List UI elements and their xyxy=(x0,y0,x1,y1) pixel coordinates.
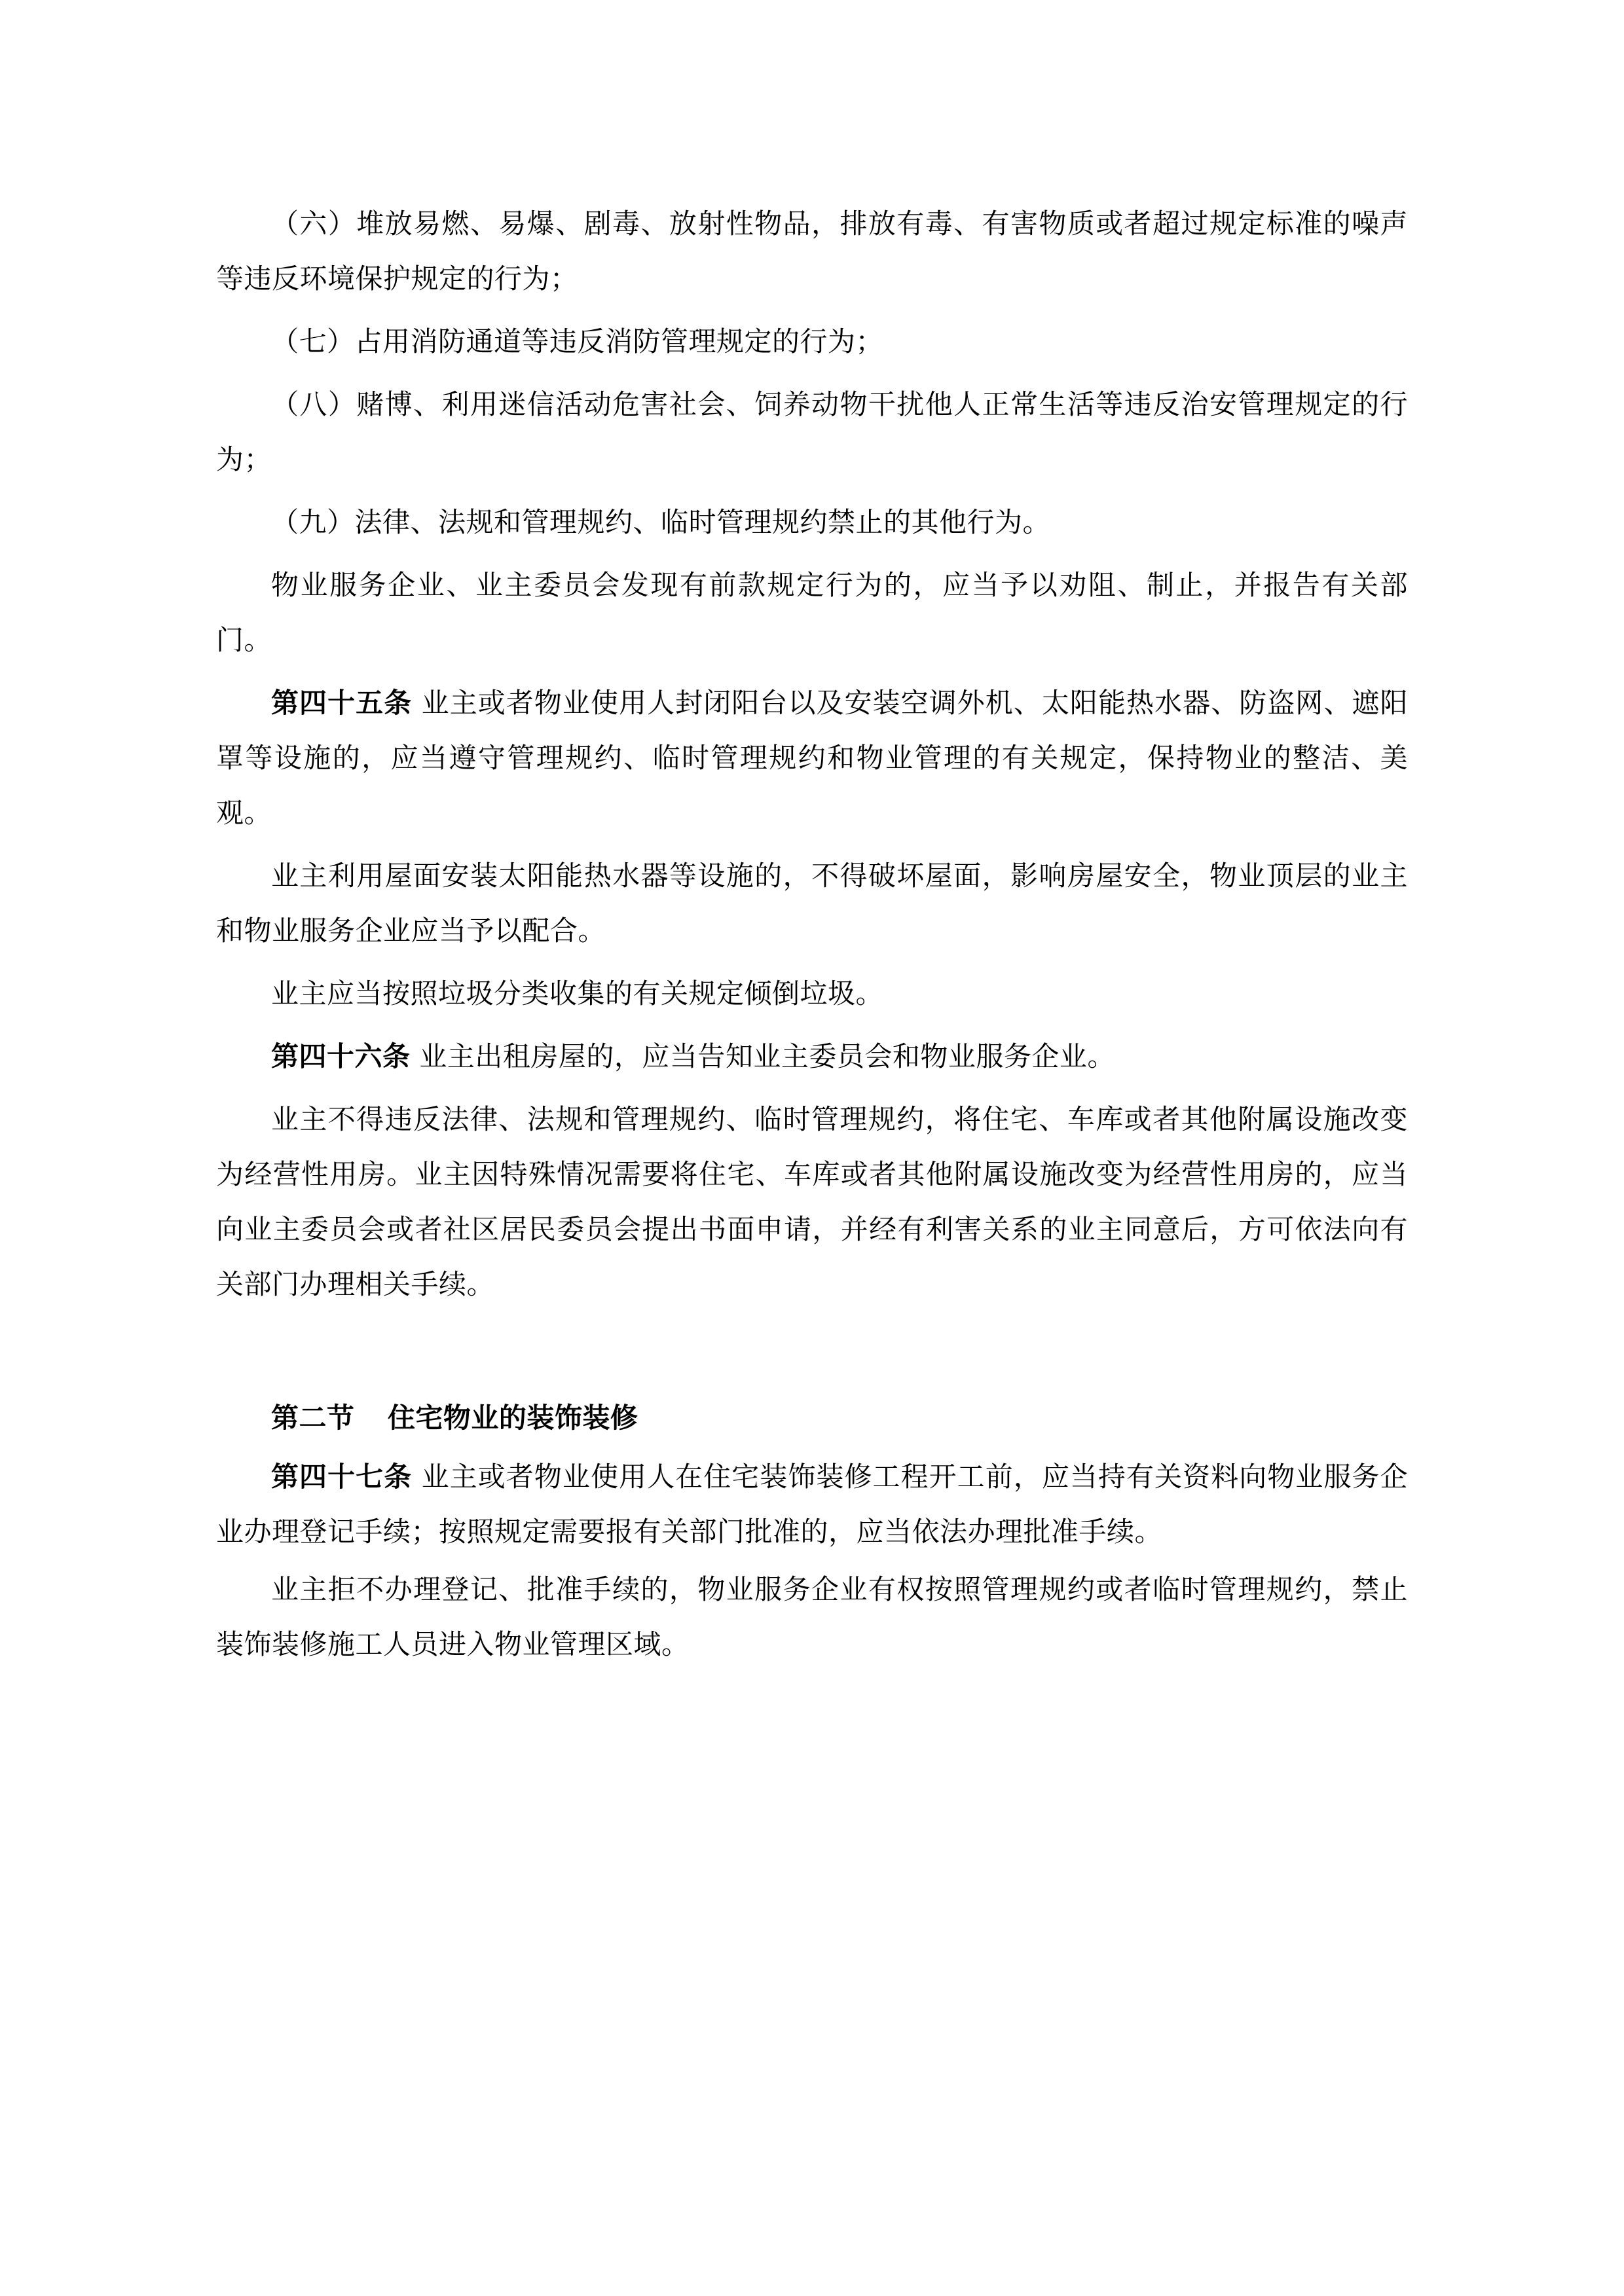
section-heading-number: 第二节 xyxy=(271,1402,355,1434)
section-heading xyxy=(216,1391,1408,1446)
article-45-sub-1: 业主利用屋面安装太阳能热水器等设施的，不得破坏屋面，影响房屋安全，物业顶层的业主和物业服务企业应当予以配合。 xyxy=(216,860,1408,947)
article-46-sub-1: 业主不得违反法律、法规和管理规约、临时管理规约，将住宅、车库或者其他附属设施改变为经营性用房。业主因特殊情况需要将住宅、车库或者其他附属设施改变为经营性用房的，应当向业主委员会或者社区居民委员会提出书面申请，并经有利害关系的业主同意后，方可依法向有关部门办理相关手续。 xyxy=(216,1103,1408,1300)
article-47-sub-1: 业主拒不办理登记、批准手续的，物业服务企业有权按照管理规约或者临时管理规约，禁止装饰装修施工人员进入物业管理区域。 xyxy=(216,1573,1408,1660)
article-46-label: 第四十六条 xyxy=(271,1040,411,1072)
list-item: （八）赌博、利用迷信活动危害社会、饲养动物干扰他人正常生活等违反治安管理规定的行为； xyxy=(216,388,1408,475)
article-45-text: 业主或者物业使用人封闭阳台以及安装空调外机、太阳能热水器、防盗网、遮阳罩等设施的，应当遵守管理规约、临时管理规约和物业管理的有关规定，保持物业的整洁、美观。 xyxy=(216,687,1408,829)
article-45 xyxy=(216,676,1408,841)
article-45-sub-2: 业主应当按照垃圾分类收集的有关规定倾倒垃圾。 xyxy=(271,977,884,1010)
paragraph-report-duty: 物业服务企业、业主委员会发现有前款规定行为的，应当予以劝阻、制止，并报告有关部门。 xyxy=(216,569,1408,656)
article-47-text: 业主或者物业使用人在住宅装饰装修工程开工前，应当持有关资料向物业服务企业办理登记手续；按照规定需要报有关部门批准的，应当依法办理批准手续。 xyxy=(216,1461,1408,1548)
list-item: （九）法律、法规和管理规约、临时管理规约禁止的其他行为。 xyxy=(271,506,1051,538)
article-45-label: 第四十五条 xyxy=(271,687,413,719)
article-46-text: 业主出租房屋的，应当告知业主委员会和物业服务企业。 xyxy=(419,1040,1115,1072)
article-46 xyxy=(216,1029,1408,1084)
article-47 xyxy=(216,1449,1408,1559)
article-47-label: 第四十七条 xyxy=(271,1461,413,1493)
list-item: （六）堆放易燃、易爆、剧毒、放射性物品，排放有毒、有害物质或者超过规定标准的噪声等违反环境保护规定的行为； xyxy=(216,208,1408,295)
list-item: （七）占用消防通道等违反消防管理规定的行为； xyxy=(271,325,884,357)
document-body xyxy=(216,196,1408,1672)
section-heading-title: 住宅物业的装饰装修 xyxy=(387,1402,638,1434)
